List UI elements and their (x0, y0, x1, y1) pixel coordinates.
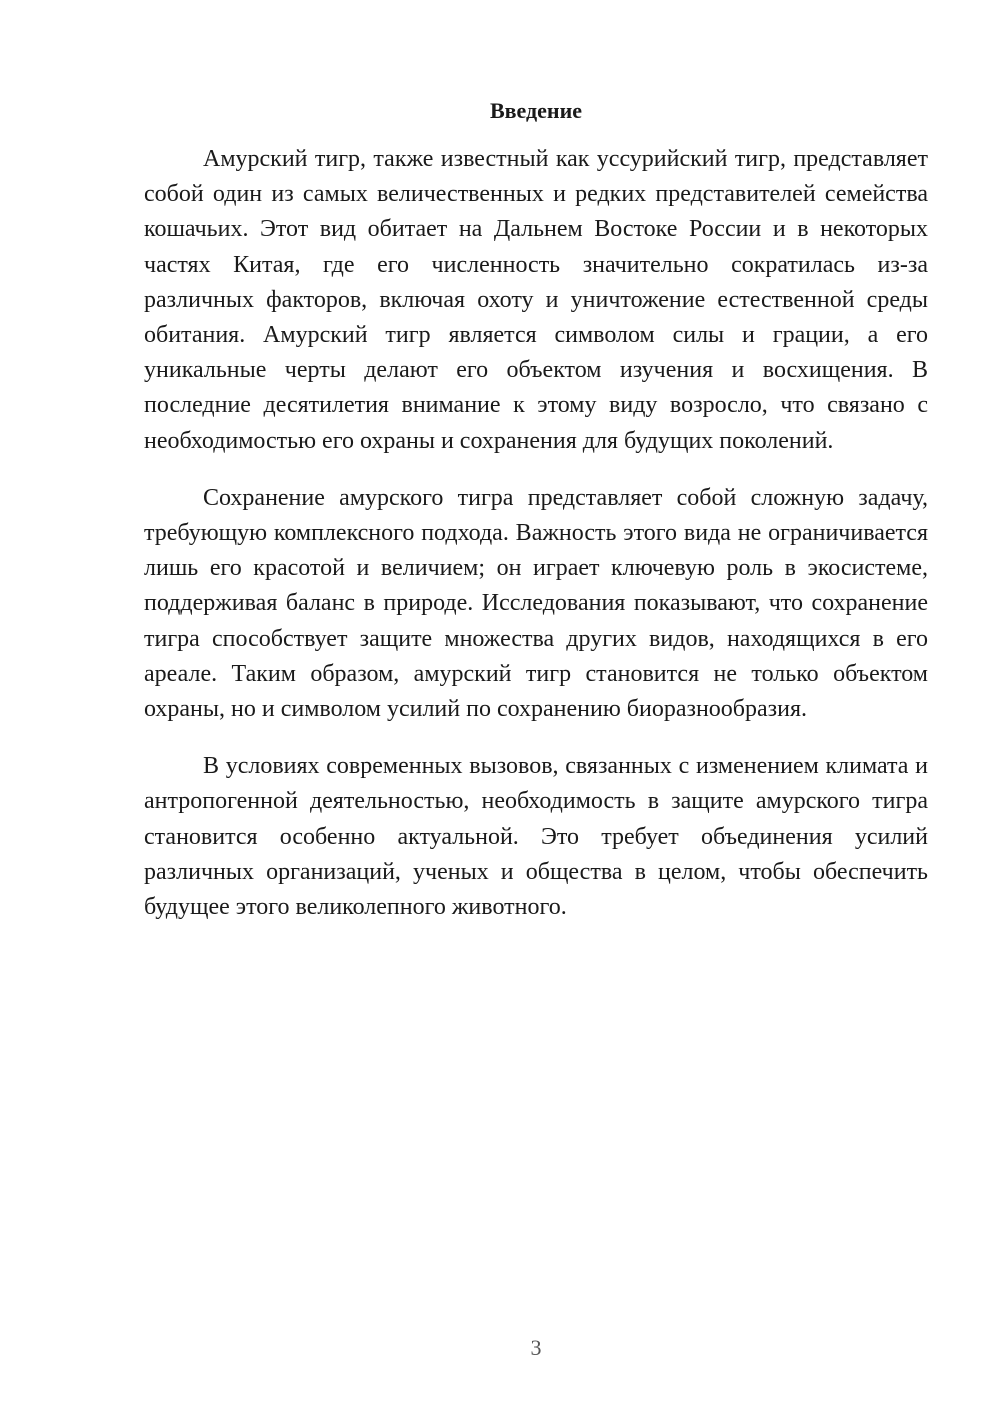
paragraph-1: Амурский тигр, также известный как уссурийский тигр, представляет собой один из самых величественных и редких представителей семейства кошачьих. Этот вид обитает на Дальнем Востоке России и в некоторых частях Китая, где его численность значительно сократилась из-за различных факторов, включая охоту и уничтожение естественной среды обитания. Амурский тигр является символом силы и грации, а его уникальные черты делают его объектом изучения и восхищения. В последние десятилетия внимание к этому виду возросло, что связано с необходимостью его охраны и сохранения для будущих поколений. (144, 146, 928, 454)
paragraph-2: Сохранение амурского тигра представляет собой сложную задачу, требующую комплексного подхода. Важность этого вида не ограничивается лишь его красотой и величием; он играет ключевую роль в экосистеме, поддерживая баланс в природе. Исследования показывают, что сохранение тигра способствует защите множества других видов, находящихся в его ареале. Таким образом, амурский тигр становится не только объектом охраны, но и символом усилий по сохранению биоразнообразия. (144, 484, 928, 723)
page-number: 3 (530, 1335, 542, 1360)
section-heading: Введение (489, 98, 583, 123)
paragraph-3: В условиях современных вызовов, связанных с изменением климата и антропогенной деятельностью, необходимость в защите амурского тигра становится особенно актуальной. Это требует объединения усилий различных организаций, ученых и общества в целом, чтобы обеспечить будущее этого великолепного животного. (144, 753, 928, 921)
body-text (144, 142, 928, 947)
